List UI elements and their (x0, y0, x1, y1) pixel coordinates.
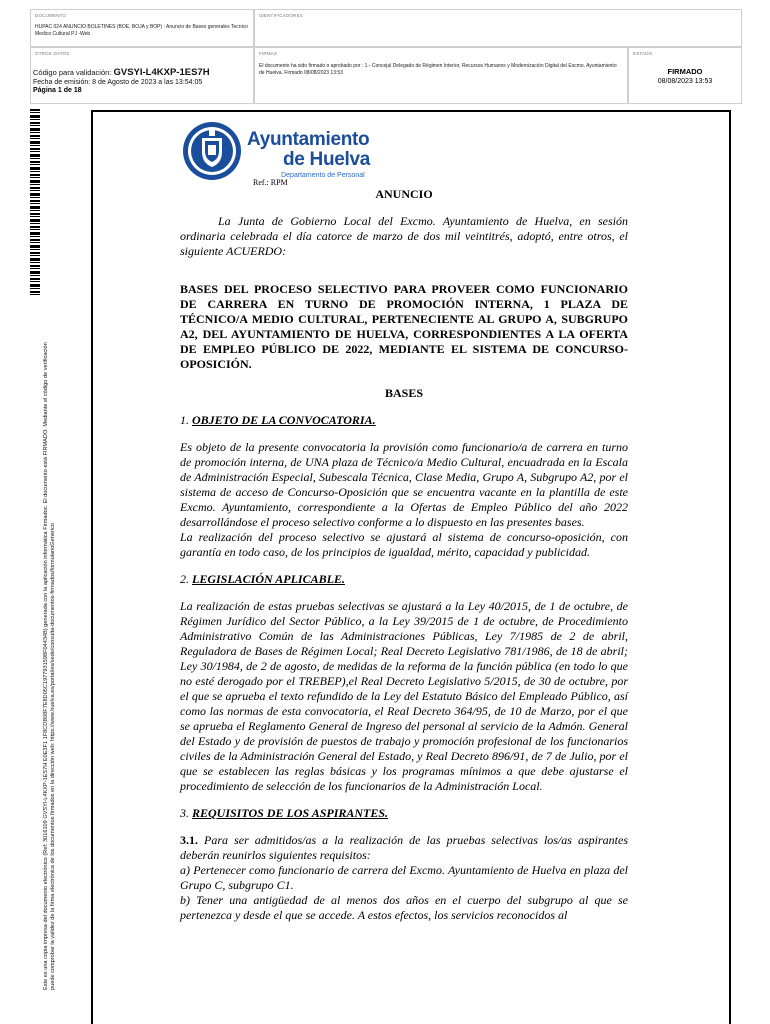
section-1-paragraph-1: Es objeto de la presente convocatoria la provisión como funcionario/a de carrera en turno de promoción interna, de UNA plaza de Técnico/a Medio Cultural, encuadrada en la Escala de Administración Especial, Subescala Técnica, Clase Media, Grupo A, Subgrupo A2, por el sistema de acceso de Concurso-Oposición que se encuentra vacante en la plantilla de este Excmo. Ayuntamiento, correspondiente a la Ofertas de Empleo Público del año 2022 desarrollándose el proceso selectivo conforme a lo dispuesto en las presentes bases. (180, 440, 628, 529)
section-1-heading (180, 413, 628, 428)
verification-legend-line1: Este es una copia impresa del documento electrónico (Ref: 3016109 GVSYI-L4KXP-1ES7H E0E3F1 1F8CDB08F7E8D05C1977931598F04434B) generada con la aplicación informática Firmadoc. El documento está FIRMADO. Mediante el código de verificación (43, 342, 49, 990)
ayuntamiento-logo (181, 118, 371, 182)
validation-block (33, 67, 253, 94)
intro-paragraph: La Junta de Gobierno Local del Excmo. Ayuntamiento de Huelva, en sesión ordinaria celebrada el día catorce de marzo de dos mil veintitrés, adoptó, entre otros, el siguiente ACUERDO: (180, 214, 628, 258)
bases-label: BASES (384, 386, 424, 400)
firmas-cell (254, 47, 628, 104)
validation-label: Código para validación: (33, 68, 112, 77)
page-count: Página 1 de 18 (33, 87, 82, 94)
documento-text: HUPAC 024 ANUNCIO BOLETINES (BOE, BOJA y BOP) : Anuncio de Bases generales Tecnico Medico Cultural PJ -Web (35, 24, 248, 37)
estado-value: FIRMADO (667, 67, 703, 76)
estado-cell (628, 47, 742, 104)
section-2-title: LEGISLACIÓN APLICABLE. (192, 572, 345, 586)
section-1-title: OBJETO DE LA CONVOCATORIA. (192, 413, 376, 427)
estado-block (629, 67, 741, 85)
logo-title-line2: de Huelva (283, 149, 371, 170)
documento-caption: DOCUMENTO (35, 13, 67, 18)
identificadores-cell (254, 9, 742, 47)
verification-legend (43, 110, 57, 990)
document-body (180, 187, 628, 923)
document-page (91, 110, 731, 1024)
document-header-table (30, 9, 742, 104)
section-3-title: REQUISITOS DE LOS ASPIRANTES. (192, 806, 389, 820)
section-3-1-item-b: b) Tener una antigüedad de al menos dos años en el cuerpo del subgrupo al que se pertenezca y desde el que se accede. A estos efectos, los servicios reconocidos al (180, 893, 628, 922)
emission-date: Fecha de emisión: 8 de Agosto de 2023 a las 13:54:05 (33, 79, 203, 86)
otros-datos-caption: OTROS DATOS (35, 51, 70, 56)
document-title: ANUNCIO (375, 187, 433, 201)
section-3-1-item-a: a) Pertenecer como funcionario de carrera del Excmo. Ayuntamiento de Huelva en plaza del Grupo C, subgrupo C1. (180, 863, 628, 892)
section-3-1-paragraph (180, 833, 628, 863)
city-seal-icon (181, 120, 243, 182)
section-3-1-number: 3.1. (180, 833, 198, 847)
section-2-heading (180, 572, 628, 587)
verification-legend-line2[interactable]: puede comprobar la validez de la firma electrónica de los documentos firmados en la dirección web: https://www.huelva.es/portal/es/sede/consulta-documentos-firmados/formularioGenerico (50, 522, 56, 990)
validation-line (33, 67, 253, 78)
documento-cell (30, 9, 254, 47)
reference: Ref.: RPM (253, 178, 288, 187)
otros-datos-cell (30, 47, 254, 104)
section-3-1-text: Para ser admitidos/as a la realización de las pruebas selectivas los/as aspirantes deberán reunirlos siguientes requisitos: (180, 833, 629, 862)
estado-date: 08/08/2023 13:53 (657, 78, 713, 85)
firmas-caption: FIRMAS (259, 51, 278, 56)
validation-code[interactable]: GVSYI-L4KXP-1ES7H (113, 67, 210, 78)
section-3-heading (180, 806, 628, 821)
estado-caption: ESTADO (633, 51, 653, 56)
section-2-number: 2. (180, 572, 189, 586)
section-1-paragraph-2: La realización del proceso selectivo se ajustará al sistema de concurso-oposición, con garantía en todo caso, de los principios de igualdad, mérito, capacidad y publicidad. (180, 530, 628, 559)
barcode-icon (30, 109, 40, 297)
logo-department: Departamento de Personal (281, 172, 365, 179)
section-3-number: 3. (180, 806, 189, 820)
section-1-number: 1. (180, 413, 189, 427)
identificadores-caption: IDENTIFICADORES (259, 13, 304, 18)
logo-title-line1: Ayuntamiento (247, 129, 370, 150)
bases-heading: BASES DEL PROCESO SELECTIVO PARA PROVEER COMO FUNCIONARIO DE CARRERA EN TURNO DE PROMOCIÓN INTERNA, 1 PLAZA DE TÉCNICO/A MEDIO CULTURAL, PERTENECIENTE AL GRUPO A, SUBGRUPO A2, DEL AYUNTAMIENTO DE HUELVA, CORRESPONDIENTES A LA OFERTA DE EMPLEO PÚBLICO DE 2022, MEDIANTE EL SISTEMA DE CONCURSO-OPOSICIÓN. (180, 282, 628, 371)
section-2-paragraph-1: La realización de estas pruebas selectivas se ajustará a la Ley 40/2015, de 1 de octubre, de Régimen Jurídico del Sector Público, a la Ley 39/2015 de 1 de octubre, de Procedimiento Administrativo Común de las Administraciones Públicas, Ley 7/1985 de 2 de abril, Reguladora de Bases de Régimen Local; Real Decreto Legislativo 781/1986, de 18 de abril; Ley 30/1984, de 2 de agosto, de medidas de la reforma de la función pública (en todo lo que no esté derogado por el TREBEP),el Real Decreto Legislativo 5/2015, de 30 de octubre, por el que se aprueba el texto refundido de la Ley del Estatuto Básico del Empleado Público, así como las normas de esta convocatoria, el Real Decreto 364/95, de 10 de Marzo, por el que se aprueba el Reglamento General de Ingreso del personal al servicio de la Admón. General del Estado y de provisión de puestos de trabajo y promoción profesional de los funcionarios civiles de la Administración General del Estado, y Real Decreto 896/91, de 7 de Julio, por el que se establecen las reglas básicas y los programas mínimos a que debe ajustarse el procedimiento de selección de los funcionarios de la Administración Local. (180, 599, 628, 793)
firmas-text: El documento ha sido firmado o aprobado por : 1.- Concejal Delegado de Régimen Interior, Recursos Humanos y Modernización Digital del Excmo. Ayuntamiento de Huelva. Firmado 08/08/2023 13:53 (259, 63, 617, 76)
